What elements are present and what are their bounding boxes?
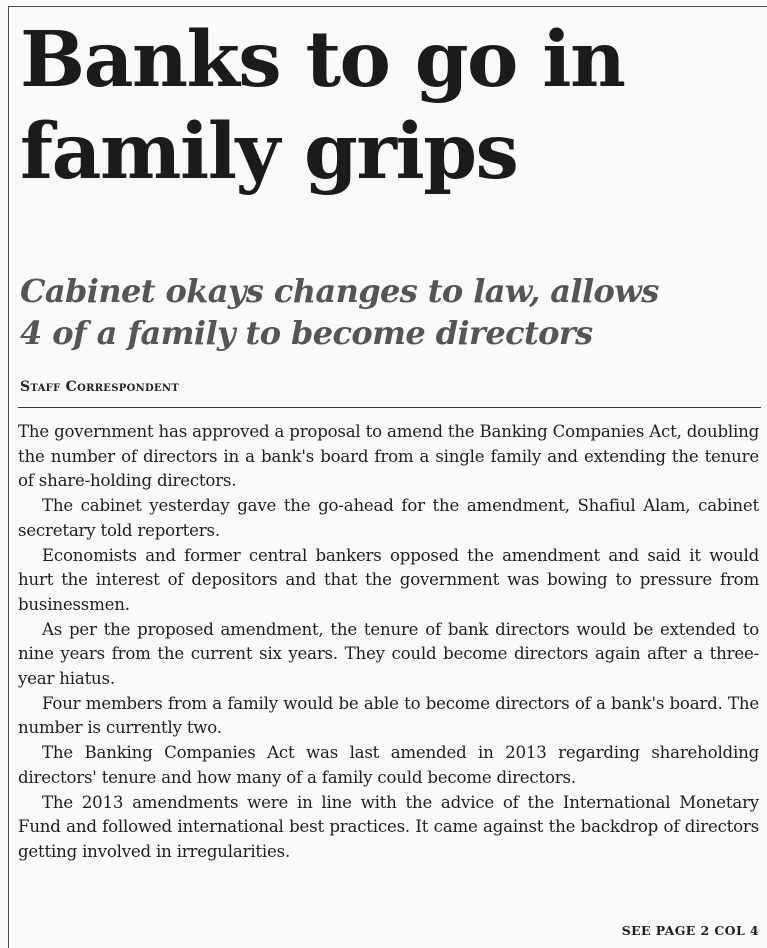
paragraph: Four members from a family would be able to become directors of a bank's board. The number is currently two. (18, 693, 759, 738)
paragraph: The cabinet yesterday gave the go-ahead for the amendment, Shafiul Alam, cabinet secretary told reporters. (18, 496, 759, 540)
continuation-jump: SEE PAGE 2 COL 4 (621, 923, 759, 938)
subheadline-line-2: 4 of a family to become directors (20, 314, 593, 352)
paragraph: As per the proposed amendment, the tenure of bank directors would be extended to nine years from the current six years. They could become directors again after a three-year hiatus. (18, 619, 759, 689)
subheadline-line-1: Cabinet okays changes to law, allows (20, 272, 659, 310)
headline (20, 14, 760, 198)
article-body (18, 420, 759, 865)
headline-line-2: family grips (20, 107, 518, 197)
paragraph: The 2013 amendments were in line with the advice of the International Monetary Fund and followed international best practices. It came against the backdrop of directors getting involved in irregularities. (18, 792, 759, 861)
paragraph: Economists and former central bankers opposed the amendment and said it would hurt the interest of depositors and that the government was bowing to pressure from businessmen. (18, 545, 759, 614)
subheadline (20, 270, 760, 354)
paragraph: The Banking Companies Act was last amended in 2013 regarding shareholding directors' tenure and how many of a family could become directors. (18, 743, 759, 787)
paragraph: The government has approved a proposal to amend the Banking Companies Act, doubling the number of directors in a bank's board from a single family and extending the tenure of share-holding directors. (18, 422, 759, 491)
left-border-rule (8, 6, 9, 948)
top-border-rule (8, 6, 767, 7)
byline-divider (18, 407, 761, 408)
byline: Staff Correspondent (20, 379, 180, 395)
headline-line-1: Banks to go in (20, 15, 625, 105)
